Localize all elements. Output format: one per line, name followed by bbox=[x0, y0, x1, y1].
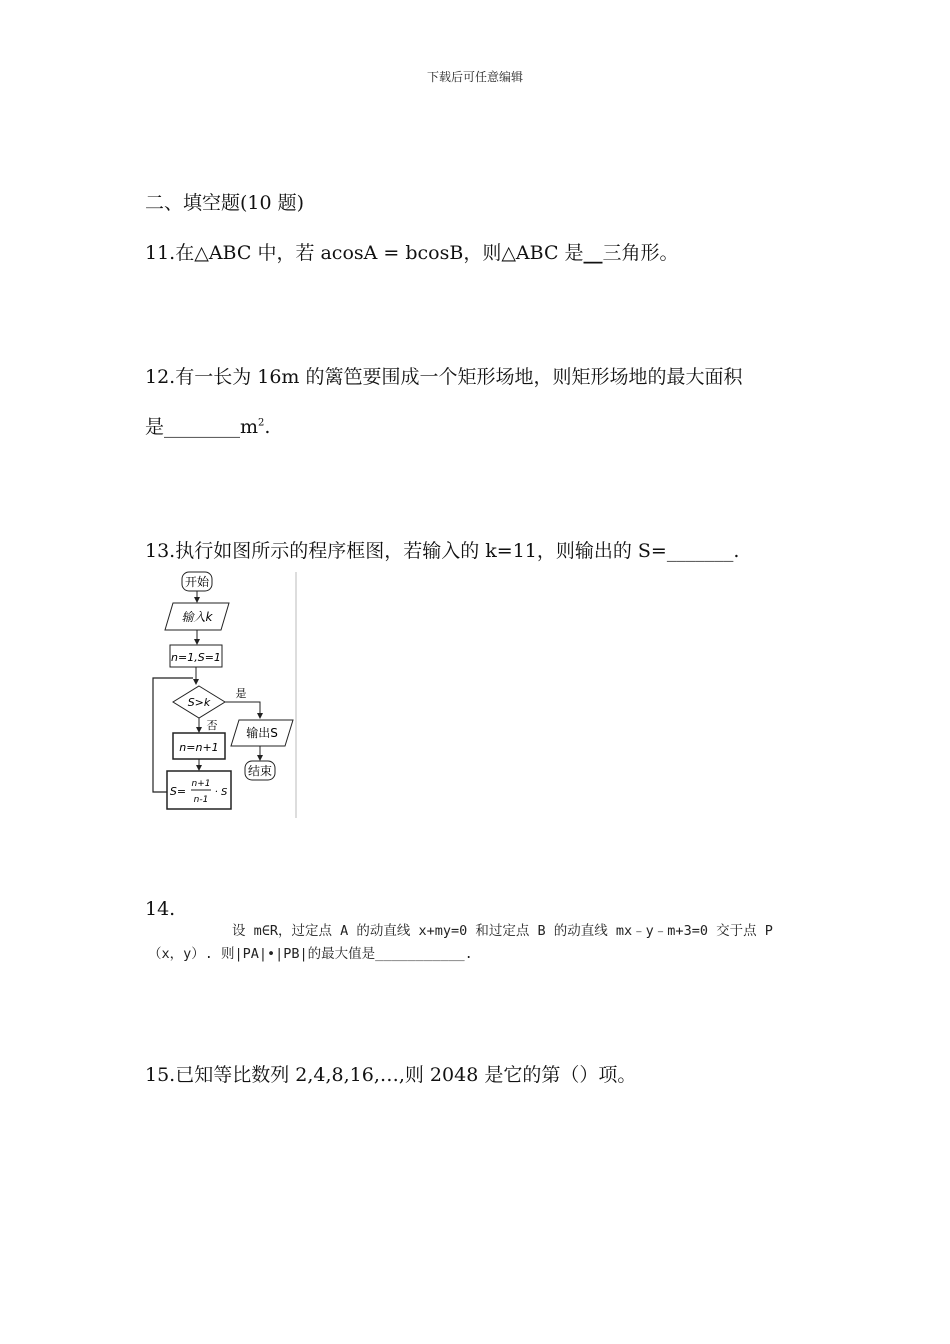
q12-blank: ________ bbox=[164, 416, 241, 438]
update-rhs: · S bbox=[214, 787, 228, 798]
input-label: 输入k bbox=[181, 610, 213, 624]
start-label: 开始 bbox=[184, 575, 210, 589]
question-11 bbox=[145, 238, 679, 265]
question-13 bbox=[145, 536, 739, 563]
q13-blank: _______ bbox=[666, 540, 734, 562]
q14-line2-end: . bbox=[464, 946, 473, 962]
q11-text: 11.在△ABC 中，若 acosA = bcosB，则△ABC 是 bbox=[145, 242, 584, 264]
no-label: 否 bbox=[206, 719, 218, 732]
q12-sup: 2 bbox=[258, 417, 265, 429]
q11-text-end: 三角形。 bbox=[602, 242, 679, 264]
question-12-line1: 12.有一长为 16m 的篱笆要围成一个矩形场地，则矩形场地的最大面积 bbox=[145, 366, 743, 388]
update-lhs: S= bbox=[169, 785, 187, 798]
q13-text: 13.执行如图所示的程序框图，若输入的 k=11，则输出的 S= bbox=[145, 540, 667, 562]
init-label: n=1,S=1 bbox=[171, 651, 221, 664]
q14-line1: 设 m∈R，过定点 A 的动直线 x+my=0 和过定点 B 的动直线 mx﹣y﹣m+3=0 交于点 P bbox=[232, 923, 773, 939]
question-15: 15.已知等比数列 2,4,8,16,…,则 2048 是它的第（）项。 bbox=[145, 1064, 637, 1086]
q12-unit: m bbox=[240, 416, 259, 438]
section-title: 二、填空题(10 题) bbox=[145, 192, 305, 214]
flowchart-figure bbox=[145, 570, 305, 822]
condition-label: S>k bbox=[187, 696, 211, 709]
question-12-line2 bbox=[145, 412, 270, 439]
yes-label: 是 bbox=[235, 687, 247, 700]
q13-post: . bbox=[733, 540, 740, 562]
update-denominator: n-1 bbox=[193, 795, 209, 805]
question-14-number: 14. bbox=[145, 898, 176, 920]
q14-blank: ___________ bbox=[375, 946, 465, 962]
output-label: 输出S bbox=[246, 726, 278, 740]
update-numerator: n+1 bbox=[191, 779, 211, 789]
q12-post: . bbox=[264, 416, 271, 438]
end-label: 结束 bbox=[247, 764, 273, 778]
q12-pre: 是 bbox=[145, 416, 165, 438]
step-label: n=n+1 bbox=[179, 741, 219, 754]
q14-line2: （x，y）. 则|PA|•|PB|的最大值是 bbox=[148, 946, 376, 962]
q11-blank: __ bbox=[583, 242, 603, 264]
page-header: 下载后可任意编辑 bbox=[426, 70, 523, 84]
question-14-text bbox=[148, 920, 800, 966]
